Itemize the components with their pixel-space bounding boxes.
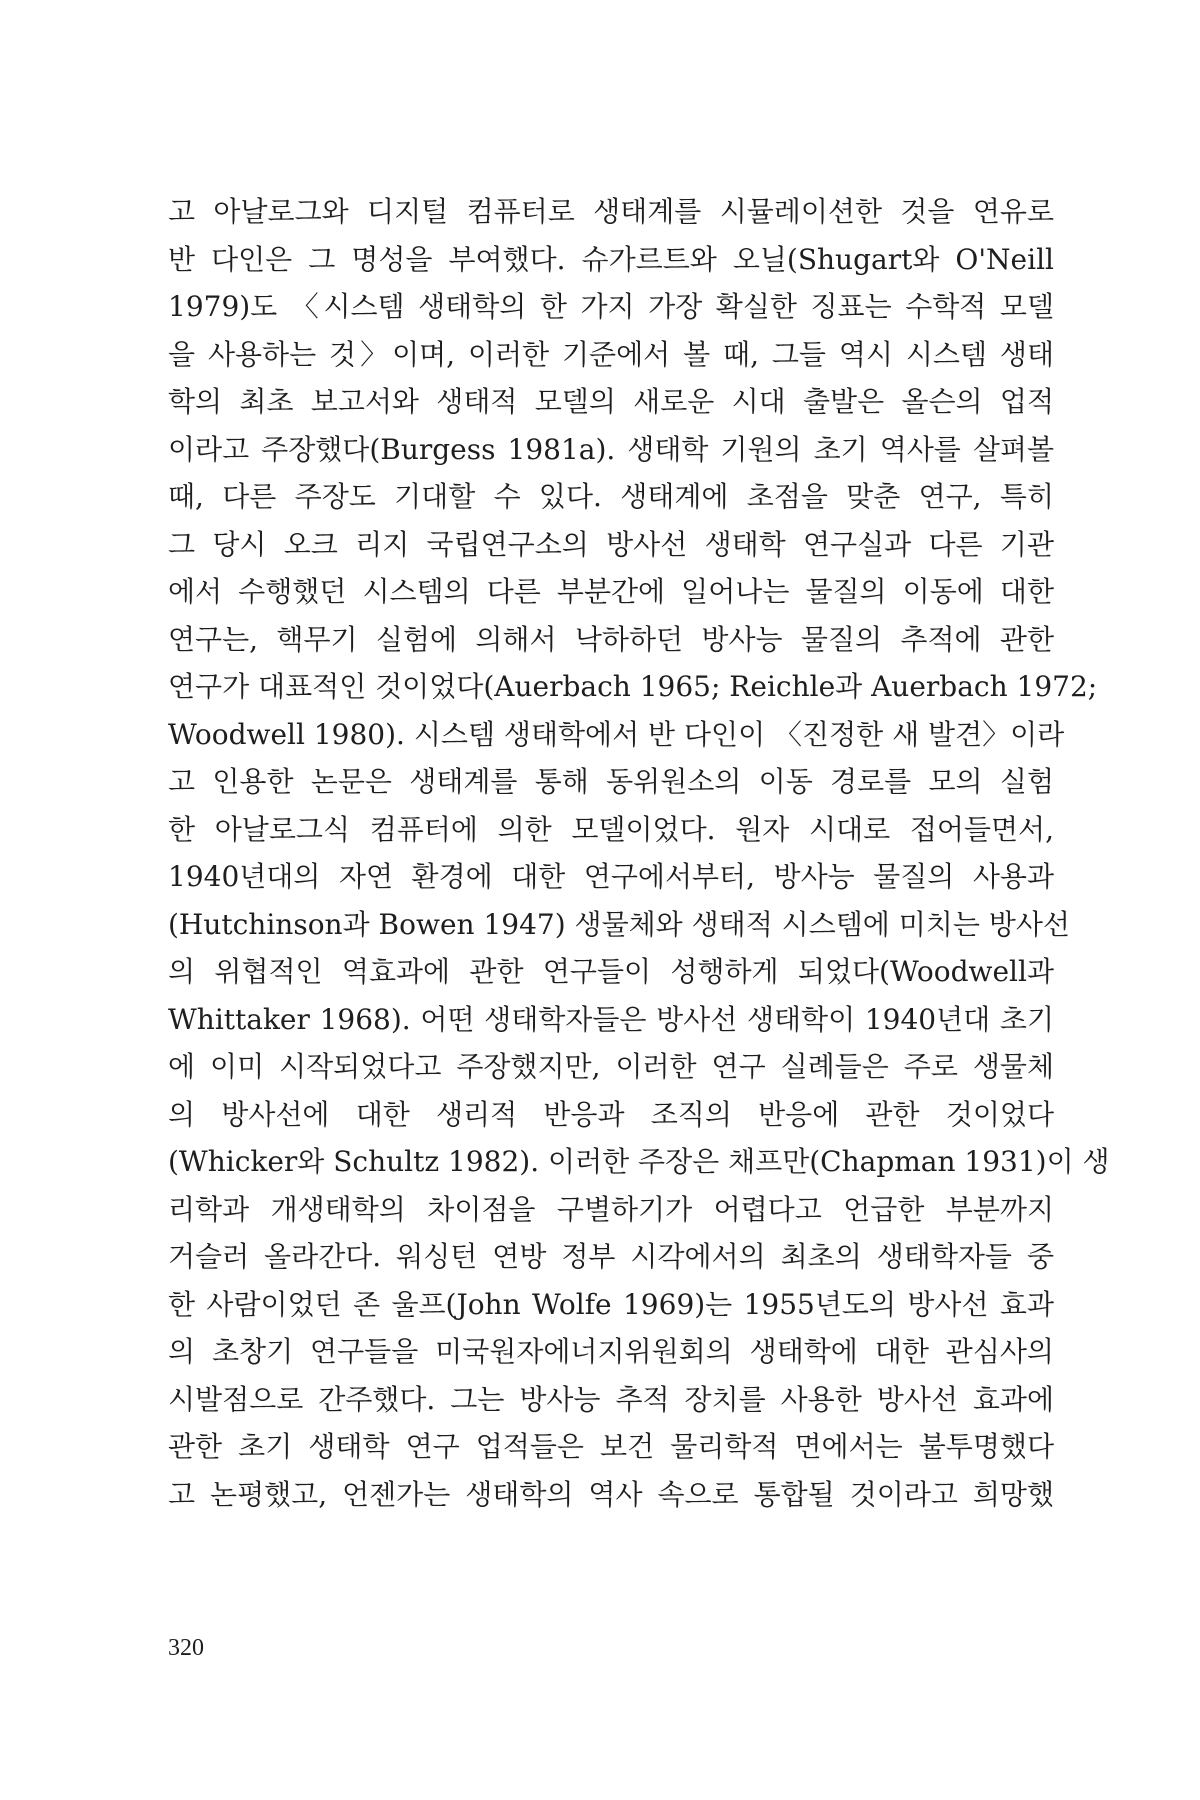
text-line: 고 논평했고, 언젠가는 생태학의 역사 속으로 통합될 것이라고 희망했 [168, 1477, 1054, 1511]
text-line: 고 아날로그와 디지털 컴퓨터로 생태계를 시뮬레이션한 것을 연유로 [168, 195, 1054, 228]
text-line: 한 사람이었던 존 울프(John Wolfe 1969)는 1955년도의 방사선 효과 [168, 1287, 1054, 1321]
text-line: 을 사용하는 것〉이며, 이러한 기준에서 볼 때, 그들 역시 시스템 생태 [168, 337, 1054, 371]
text-line: 에서 수행했던 시스템의 다른 부분간에 일어나는 물질의 이동에 대한 [168, 575, 1054, 608]
text-line: 연구는, 핵무기 실험에 의해서 낙하하던 방사능 물질의 추적에 관한 [168, 622, 1054, 656]
text-line: 리학과 개생태학의 차이점을 구별하기가 어렵다고 언급한 부분까지 [168, 1192, 1054, 1226]
text-line: 그 당시 오크 리지 국립연구소의 방사선 생태학 연구실과 다른 기관 [168, 527, 1054, 561]
text-line: 한 아날로그식 컴퓨터에 의한 모델이었다. 원자 시대로 접어들면서, [168, 812, 1054, 846]
text-line: 1979)도 〈시스템 생태학의 한 가지 가장 확실한 징표는 수학적 모델 [168, 290, 1054, 323]
text-line: 반 다인은 그 명성을 부여했다. 슈가르트와 오닐(Shugart와 O'Neill [168, 242, 1054, 276]
body-text [168, 188, 1110, 1518]
text-line: (Whicker와 Schultz 1982). 이러한 주장은 채프만(Chapman 1931)이 생 [168, 1145, 1110, 1178]
text-line: 의 방사선에 대한 생리적 반응과 조직의 반응에 관한 것이었다 [168, 1097, 1054, 1131]
text-line: 관한 초기 생태학 연구 업적들은 보건 물리학적 면에서는 불투명했다 [168, 1430, 1054, 1463]
text-line: (Hutchinson과 Bowen 1947) 생물체와 생태적 시스템에 미치는 방사선 [168, 907, 1070, 941]
text-line: 고 인용한 논문은 생태계를 통해 동위원소의 이동 경로를 모의 실험 [168, 765, 1054, 798]
text-line: 이라고 주장했다(Burgess 1981a). 생태학 기원의 초기 역사를 살펴볼 [168, 432, 1054, 466]
text-line: 1940년대의 자연 환경에 대한 연구에서부터, 방사능 물질의 사용과 [168, 860, 1054, 893]
text-line: 에 이미 시작되었다고 주장했지만, 이러한 연구 실례들은 주로 생물체 [168, 1050, 1054, 1083]
text-line: 학의 최초 보고서와 생태적 모델의 새로운 시대 출발은 올슨의 업적 [168, 385, 1054, 418]
text-line: 연구가 대표적인 것이었다(Auerbach 1965; Reichle과 Auerbach 1972; [168, 670, 1098, 703]
text-line: 때, 다른 주장도 기대할 수 있다. 생태계에 초점을 맞춘 연구, 특히 [168, 480, 1054, 513]
text-line: 의 초창기 연구들을 미국원자에너지위원회의 생태학에 대한 관심사의 [168, 1335, 1054, 1368]
text-line: 의 위협적인 역효과에 관한 연구들이 성행하게 되었다(Woodwell과 [168, 955, 1054, 988]
page-number: 320 [168, 1635, 204, 1661]
text-line: 시발점으로 간주했다. 그는 방사능 추적 장치를 사용한 방사선 효과에 [168, 1382, 1054, 1416]
text-line: Woodwell 1980). 시스템 생태학에서 반 다인이 〈진정한 새 발견〉이라 [168, 717, 1065, 751]
text-line: 거슬러 올라간다. 워싱턴 연방 정부 시각에서의 최초의 생태학자들 중 [168, 1240, 1054, 1273]
text-line: Whittaker 1968). 어떤 생태학자들은 방사선 생태학이 1940년대 초기 [168, 1002, 1054, 1036]
